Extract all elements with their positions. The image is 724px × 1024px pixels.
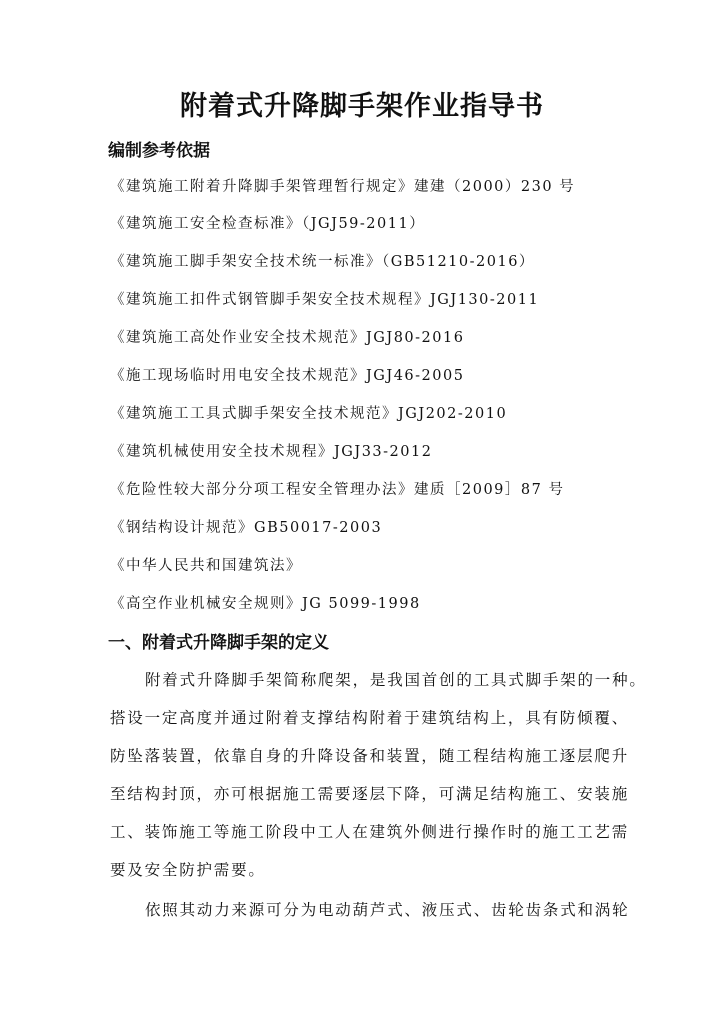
reference-item: 《建筑施工附着升降脚手架管理暂行规定》建建（2000）230 号 (110, 179, 576, 195)
paragraph-line: 防坠落装置，依靠自身的升降设备和装置，随工程结构施工逐层爬升 (110, 747, 630, 765)
reference-item: 《建筑机械使用安全技术规程》JGJ33-2012 (110, 444, 433, 460)
document-title: 附着式升降脚手架作业指导书 (180, 91, 544, 122)
basis-heading: 编制参考依据 (108, 141, 210, 161)
section-heading: 一、附着式升降脚手架的定义 (108, 633, 329, 653)
paragraph-line: 搭设一定高度并通过附着支撑结构附着于建筑结构上，具有防倾覆、 (110, 709, 630, 727)
paragraph-line: 工、装饰施工等施工阶段中工人在建筑外侧进行操作时的施工工艺需 (110, 823, 630, 841)
paragraph-line: 至结构封顶，亦可根据施工需要逐层下降，可满足结构施工、安装施 (110, 785, 630, 803)
reference-item: 《施工现场临时用电安全技术规范》JGJ46-2005 (110, 368, 465, 384)
reference-item: 《建筑施工安全检查标准》（JGJ59-2011） (110, 216, 426, 232)
reference-item: 《钢结构设计规范》GB50017-2003 (110, 520, 383, 536)
reference-item: 《建筑施工高处作业安全技术规范》JGJ80-2016 (110, 330, 465, 346)
reference-item: 《中华人民共和国建筑法》 (110, 558, 302, 574)
paragraph-line: 附着式升降脚手架简称爬架，是我国首创的工具式脚手架的一种。 (145, 671, 647, 689)
paragraph-line: 依照其动力来源可分为电动葫芦式、液压式、齿轮齿条式和涡轮 (145, 901, 630, 919)
reference-item: 《建筑施工工具式脚手架安全技术规范》JGJ202-2010 (110, 406, 508, 422)
paragraph-line: 要及安全防护需要。 (110, 861, 266, 879)
reference-item: 《建筑施工脚手架安全技术统一标准》（GB51210-2016） (110, 254, 535, 270)
reference-item: 《高空作业机械安全规则》JG 5099-1998 (110, 596, 421, 612)
reference-item: 《建筑施工扣件式钢管脚手架安全技术规程》JGJ130-2011 (110, 292, 540, 308)
reference-item: 《危险性较大部分分项工程安全管理办法》建质［2009］87 号 (110, 482, 565, 498)
